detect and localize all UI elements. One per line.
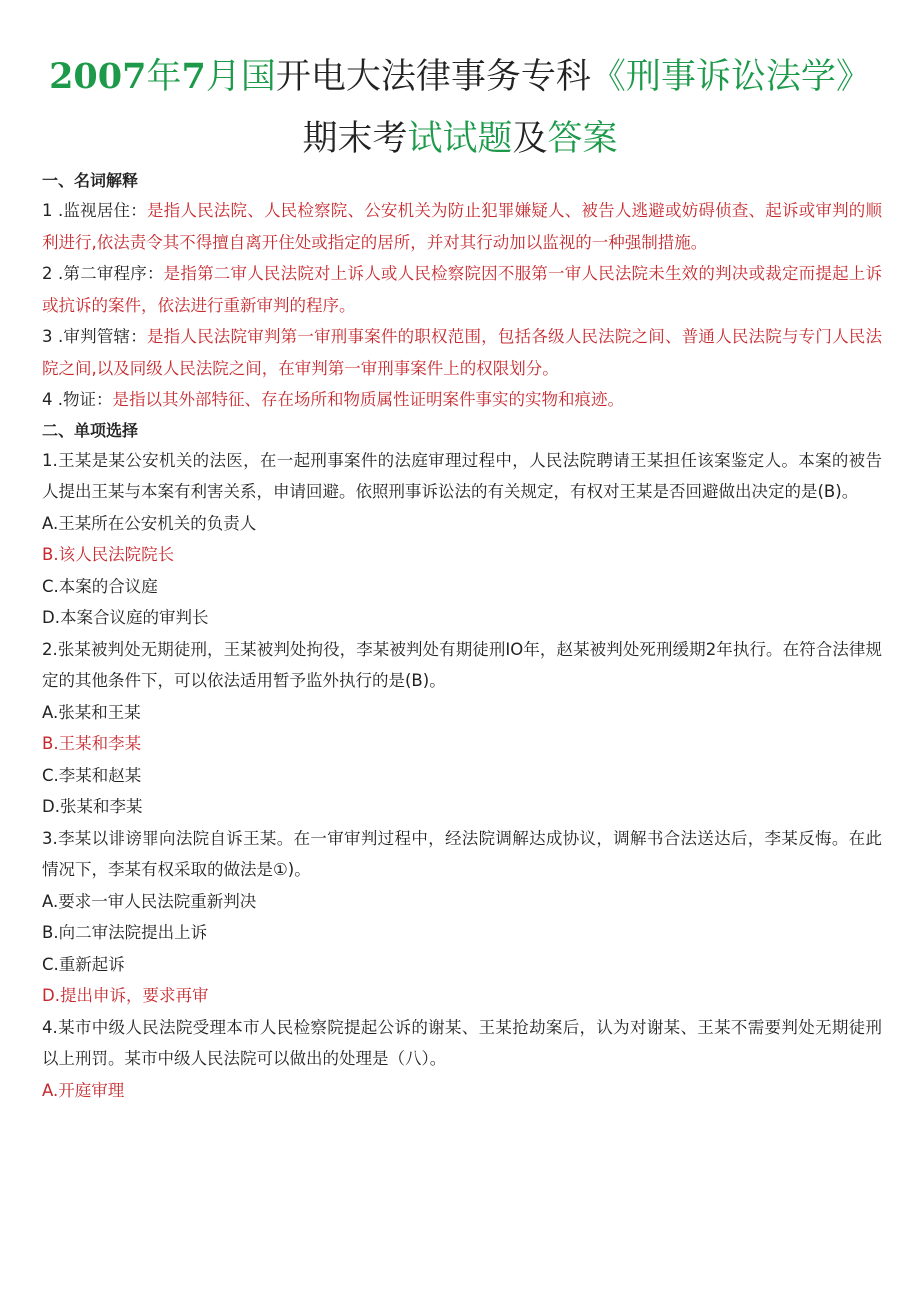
option-c: C.重新起诉 <box>42 954 125 974</box>
title-segment: 月国 <box>205 57 276 97</box>
option-b: B.向二审法院提出上诉 <box>42 923 208 942</box>
option-b-answer: B.该人民法院院长 <box>42 545 175 564</box>
term-label: 3 .审判管辖： <box>42 327 147 346</box>
section-heading-terms: 一、名词解释 <box>42 171 139 190</box>
term-label: 4 .物证： <box>42 390 113 409</box>
section-heading-choice: 二、单项选择 <box>42 420 139 440</box>
term-label: 2 .第二审程序： <box>42 264 164 283</box>
option-a: A.张某和王某 <box>42 702 141 722</box>
document-title-line1 <box>0 48 920 106</box>
term-label: 1 .监视居住： <box>42 201 147 220</box>
term-item <box>42 195 882 258</box>
question-stem: 2.张某被判处无期徒刑，王某被判处拘役，李某被判处有期徒刑IO年，赵某被判处死刑缓期2年执行。在符合法律规定的其他条件下，可以依法适用暂予监外执行的是(B)。 <box>42 639 882 690</box>
title-segment: 答案 <box>547 119 618 159</box>
term-item <box>42 258 882 321</box>
option-d: D.张某和李某 <box>42 797 143 816</box>
title-segment: 及 <box>512 119 548 159</box>
option-d: D.本案合议庭的审判长 <box>42 608 209 627</box>
question-stem: 4.某市中级人民法院受理本市人民检察院提起公诉的谢某、王某抢劫案后，认为对谢某、王某不需要判处无期徒刑以上刑罚。某市中级人民法院可以做出的处理是（八）。 <box>42 1017 882 1068</box>
term-definition: 是指第二审人民法院对上诉人或人民检察院因不服第一审人民法院未生效的判决或裁定而提起上诉或抗诉的案件，依法进行重新审判的程序。 <box>42 264 882 315</box>
option-c: C.李某和赵某 <box>42 765 142 785</box>
option-d-answer: D.提出申诉，要求再审 <box>42 986 209 1005</box>
option-a: A.王某所在公安机关的负责人 <box>42 513 257 533</box>
option-b-answer: B.王某和李某 <box>42 734 142 753</box>
option-a-answer: A.开庭审理 <box>42 1080 125 1100</box>
title-segment: 开电大法律事务专科 <box>275 57 591 97</box>
title-segment: 《刑事诉讼法学》 <box>590 57 871 97</box>
term-item <box>42 321 882 384</box>
document-title-line2 <box>0 110 920 168</box>
title-segment: 7 <box>181 56 206 97</box>
option-a: A.要求一审人民法院重新判决 <box>42 891 257 911</box>
title-segment: 年 <box>146 57 182 97</box>
title-segment: 试试题 <box>407 119 513 159</box>
title-segment: 期末考 <box>302 119 408 159</box>
question-stem: 3.李某以诽谤罪向法院自诉王某。在一审审判过程中，经法院调解达成协议，调解书合法送达后，李某反悔。在此情况下，李某有权采取的做法是①)。 <box>42 828 882 879</box>
question-stem: 1.王某是某公安机关的法医，在一起刑事案件的法庭审理过程中，人民法院聘请王某担任该案鉴定人。本案的被告人提出王某与本案有利害关系，申请回避。依照刑事诉讼法的有关规定，有权对王某是否回避做出决定的是(B)。 <box>42 450 882 501</box>
option-c: C.本案的合议庭 <box>42 576 158 596</box>
term-definition: 是指人民法院、人民检察院、公安机关为防止犯罪嫌疑人、被告人逃避或妨碍侦查、起诉或审判的顺利进行,依法责令其不得擅自离开住处或指定的居所，并对其行动加以监视的一种强制措施。 <box>42 201 882 252</box>
term-item <box>42 384 882 416</box>
document-body <box>42 166 882 1106</box>
term-definition: 是指人民法院审判第一审刑事案件的职权范围，包括各级人民法院之间、普通人民法院与专门人民法院之间,以及同级人民法院之间，在审判第一审刑事案件上的权限划分。 <box>42 327 882 378</box>
term-definition: 是指以其外部特征、存在场所和物质属性证明案件事实的实物和痕迹。 <box>112 390 624 409</box>
title-segment: 2007 <box>49 56 147 97</box>
